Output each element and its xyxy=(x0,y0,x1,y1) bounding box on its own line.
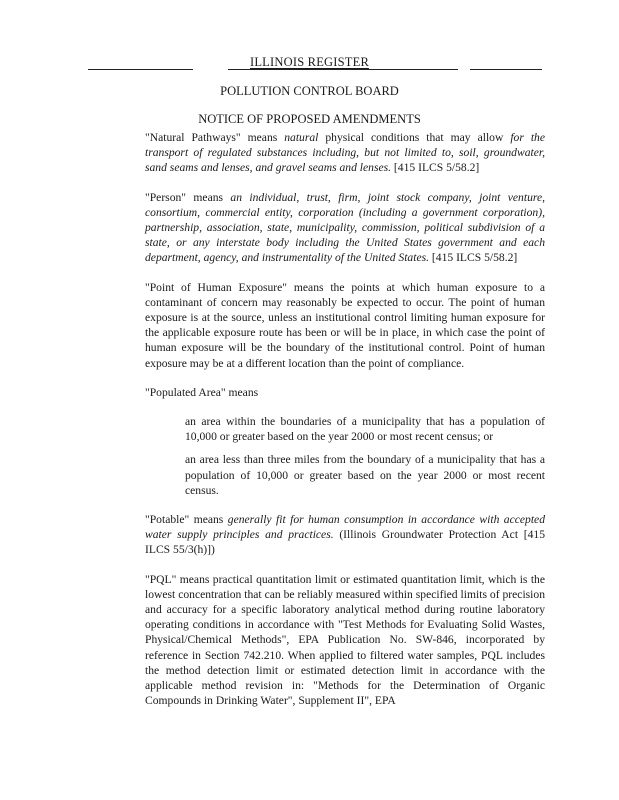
definition-potable: "Potable" means generally fit for human consumption in accordance with accepted water supply principles and practices. (Illinois Groundwater Protection Act [415 ILCS 55/3(h)]) xyxy=(145,513,546,557)
definition-person: "Person" means an individual, trust, firm, joint stock company, joint venture, consortium, commercial entity, corporation (including a government corporation), partnership, association, state, municipality, commission, political subdivision of a state, or any interstate body including the United States government and each department, agency, and instrumentality of the United States. [415 ILCS 5/58.2] xyxy=(145,190,545,265)
definition-populated-area: "Populated Area" means xyxy=(145,385,259,399)
populated-area-item-1: an area within the boundaries of a municipality that has a population of 10,000 or greater based on the year 2000 or most recent census; or xyxy=(185,415,545,444)
populated-area-item-2: an area less than three miles from the boundary of a municipality that has a population of 10,000 or greater based on the year 2000 or most recent census. xyxy=(185,453,545,497)
document-body xyxy=(145,130,545,723)
board-title: POLLUTION CONTROL BOARD xyxy=(220,84,399,98)
definition-point-of-human-exposure: "Point of Human Exposure" means the points at which human exposure to a contaminant of concern may reasonably be expected to occur. The point of human exposure is at the source, unless an institutional control limiting human exposure for the applicable exposure route has been or will be in place, in which case the point of human exposure will be the boundary of the institutional control. Point of human exposure may be at a different location than the point of compliance. xyxy=(145,280,545,370)
register-title: ILLINOIS REGISTER xyxy=(249,55,369,69)
definition-pql: "PQL" means practical quantitation limit or estimated quantitation limit, which is the lowest concentration that can be reliably measured within specified limits of precision and accuracy for a specific laboratory analytical method during routine laboratory operating conditions in accordance with "Test Methods for Evaluating Solid Wastes, Physical/Chemical Methods", EPA Publication No. SW-846, incorporated by reference in Section 742.210. When applied to filtered water samples, PQL includes the method detection limit or estimated detection limit in accordance with the applicable method revision in: "Methods for the Determination of Organic Compounds in Drinking Water", Supplement II", EPA xyxy=(145,572,545,708)
definition-natural-pathways: "Natural Pathways" means natural physical conditions that may allow for the transport of regulated substances including, but not limited to, soil, groundwater, sand seams and lenses, and gravel seams and lenses. [415 ILCS 5/58.2] xyxy=(145,131,546,175)
notice-title: NOTICE OF PROPOSED AMENDMENTS xyxy=(198,112,421,126)
